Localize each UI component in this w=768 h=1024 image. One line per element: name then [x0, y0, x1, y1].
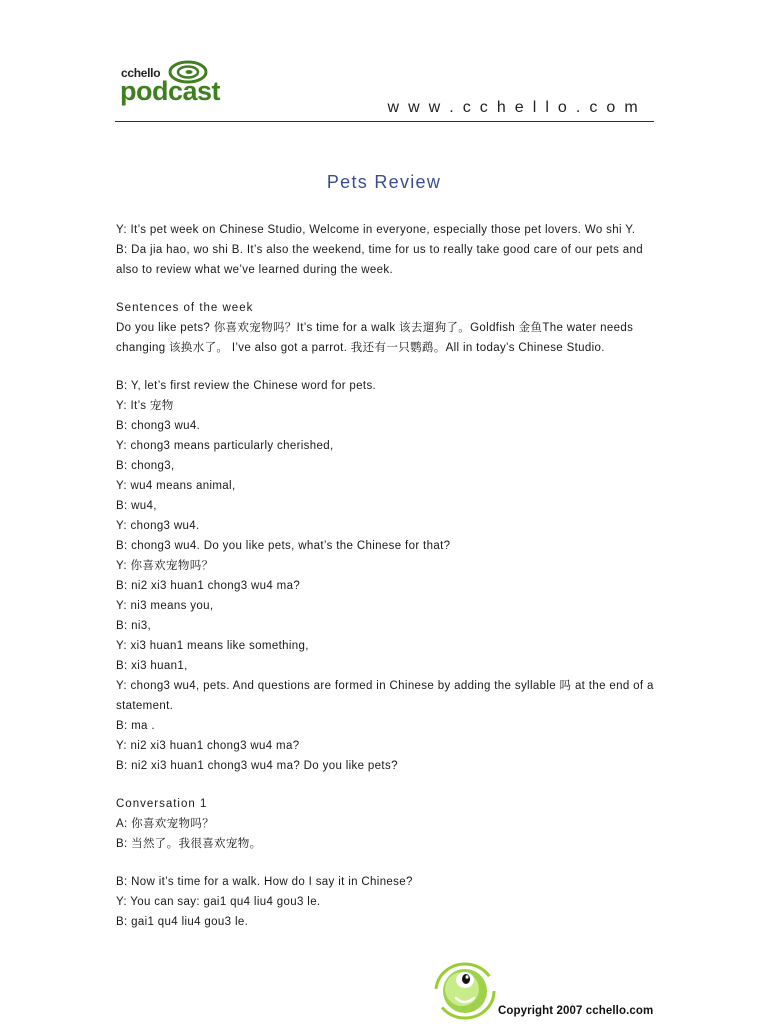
- intro-paragraph: B: Da jia hao, wo shi B. It’s also the weekend, time for us to really take good care of our pets and also to review what we’ve learned during the week.: [116, 244, 644, 276]
- dialogue-line: B: wu4,: [116, 500, 157, 512]
- cchello-podcast-logo: [120, 60, 230, 110]
- dialogue-line: Y: wu4 means animal,: [116, 480, 236, 492]
- dialogue-line: Y: chong3 wu4, pets. And questions are formed in Chinese by adding the syllable 吗 at the end of a statement.: [116, 680, 654, 712]
- dialogue-line: Y: You can say: gai1 qu4 liu4 gou3 le.: [116, 896, 321, 908]
- dialogue-line: B: ma .: [116, 720, 155, 732]
- dialogue-line: Y: ni3 means you,: [116, 600, 214, 612]
- document-title: Pets Review: [326, 172, 442, 192]
- conversation-line: B: 当然了。我很喜欢宠物。: [116, 838, 262, 850]
- dialogue-line: B: Now it’s time for a walk. How do I say it in Chinese?: [116, 876, 413, 888]
- dialogue-line: B: ni2 xi3 huan1 chong3 wu4 ma?: [116, 580, 301, 592]
- dialogue-line: Y: xi3 huan1 means like something,: [116, 640, 309, 652]
- dialogue-line: Y: It’s 宠物: [116, 400, 174, 412]
- header-divider: [115, 121, 654, 122]
- dialogue-line: B: ni3,: [116, 620, 152, 632]
- site-url: w w w . c c h e l l o . c o m: [387, 99, 640, 116]
- dialogue-line: Y: 你喜欢宠物吗？: [116, 560, 214, 572]
- dialogue-line: B: chong3,: [116, 460, 175, 472]
- section-heading-conversation: Conversation 1: [116, 798, 208, 810]
- document-body: [116, 220, 656, 932]
- logo-podcast-text: podcast: [120, 76, 221, 106]
- sentences-paragraph: Do you like pets? 你喜欢宠物吗？It’s time for a walk 该去遛狗了。Goldfish 金鱼The water needs changing 该换水了。 I’ve also got a parrot. 我还有一只鹦鹉。All in today’s Chinese Studio.: [116, 322, 634, 354]
- intro-paragraph: Y: It’s pet week on Chinese Studio, Welcome in everyone, especially those pet lovers. Wo shi Y.: [116, 224, 636, 236]
- logo-brand-text: cchello: [121, 66, 161, 80]
- dialogue-line: B: chong3 wu4. Do you like pets, what’s the Chinese for that?: [116, 540, 451, 552]
- dialogue-line: B: ni2 xi3 huan1 chong3 wu4 ma? Do you like pets?: [116, 760, 398, 772]
- dialogue-line: Y: chong3 wu4.: [116, 520, 200, 532]
- spacer: [116, 280, 656, 298]
- dialogue-line: Y: chong3 means particularly cherished,: [116, 440, 334, 452]
- dialogue-line: B: xi3 huan1,: [116, 660, 188, 672]
- spacer: [116, 776, 656, 794]
- spacer: [116, 358, 656, 376]
- conversation-line: A: 你喜欢宠物吗？: [116, 818, 215, 830]
- dialogue-line: B: Y, let’s first review the Chinese word for pets.: [116, 380, 377, 392]
- cchello-mascot-icon: [434, 962, 496, 1020]
- dialogue-line: B: chong3 wu4.: [116, 420, 201, 432]
- spacer: [116, 854, 656, 872]
- dialogue-line: Y: ni2 xi3 huan1 chong3 wu4 ma?: [116, 740, 300, 752]
- section-heading-sentences: Sentences of the week: [116, 302, 254, 314]
- copyright-text: Copyright 2007 cchello.com: [498, 1005, 654, 1017]
- dialogue-line: B: gai1 qu4 liu4 gou3 le.: [116, 916, 249, 928]
